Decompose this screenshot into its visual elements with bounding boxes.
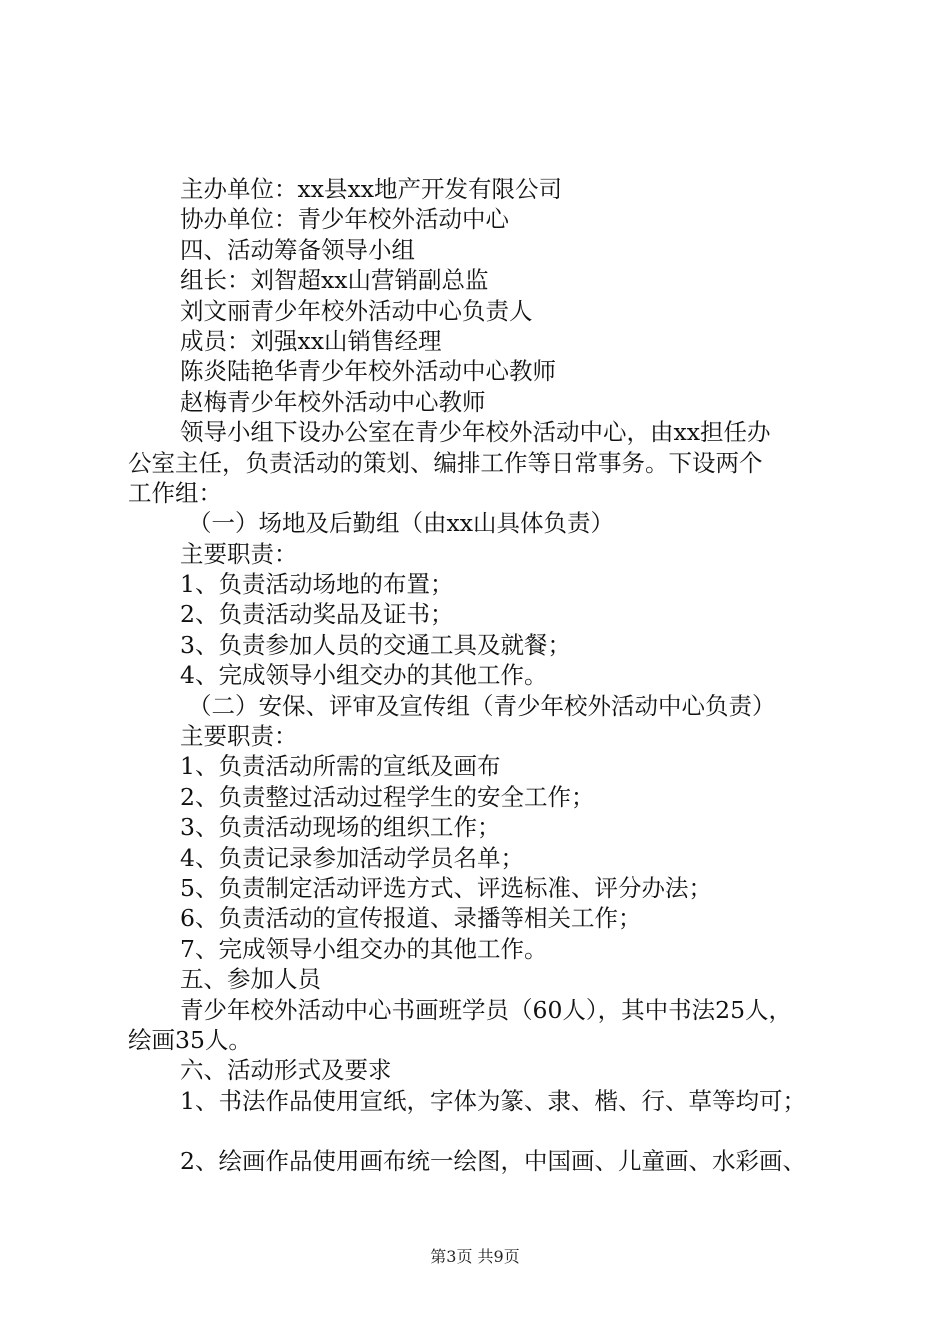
list-item: 5、负责制定活动评选方式、评选标准、评分办法； bbox=[180, 873, 712, 902]
list-item: 3、负责参加人员的交通工具及就餐； bbox=[180, 630, 571, 659]
blank-line bbox=[128, 1116, 854, 1146]
list-item: 7、完成领导小组交办的其他工作。 bbox=[180, 934, 548, 963]
document-body bbox=[128, 174, 854, 1177]
list-item: 2、负责整过活动过程学生的安全工作； bbox=[180, 782, 595, 811]
list-item: 6、负责活动的宣传报道、录播等相关工作； bbox=[180, 904, 642, 933]
text-line: 协办单位：青少年校外活动中心 bbox=[180, 205, 509, 234]
page-footer: 第3页 共9页 bbox=[430, 1247, 520, 1266]
paragraph-line: 绘画35人。 bbox=[128, 1025, 252, 1054]
subsection-heading: （一）场地及后勤组（由xx山具体负责） bbox=[188, 509, 615, 538]
text-line: 主要职责： bbox=[180, 539, 298, 568]
text-line: 主办单位：xx县xx地产开发有限公司 bbox=[180, 175, 563, 203]
text-line: 成员：刘强xx山销售经理 bbox=[180, 326, 442, 355]
paragraph-line: 公室主任，负责活动的策划、编排工作等日常事务。下设两个 bbox=[128, 448, 763, 477]
section-heading: 四、活动筹备领导小组 bbox=[180, 235, 415, 264]
paragraph-line: 工作组： bbox=[128, 478, 222, 507]
list-item: 2、负责活动奖品及证书； bbox=[180, 600, 454, 629]
list-item: 3、负责活动现场的组织工作； bbox=[180, 813, 501, 842]
text-line: 赵梅青少年校外活动中心教师 bbox=[180, 387, 486, 416]
text-line: 组长：刘智超xx山营销副总监 bbox=[180, 266, 489, 295]
subsection-heading: （二）安保、评审及宣传组（青少年校外活动中心负责） bbox=[188, 691, 776, 720]
list-item: 4、完成领导小组交办的其他工作。 bbox=[180, 661, 548, 690]
text-line: 刘文丽青少年校外活动中心负责人 bbox=[180, 296, 533, 325]
list-item: 1、书法作品使用宣纸，字体为篆、隶、楷、行、草等均可； bbox=[180, 1086, 806, 1115]
paragraph-line: 青少年校外活动中心书画班学员（60人），其中书法25人， bbox=[180, 995, 793, 1024]
paragraph-line: 领导小组下设办公室在青少年校外活动中心，由xx担任办 bbox=[180, 418, 771, 447]
text-line: 陈炎陆艳华青少年校外活动中心教师 bbox=[180, 357, 556, 386]
list-item: 1、负责活动所需的宣纸及画布 bbox=[180, 752, 501, 781]
list-item: 4、负责记录参加活动学员名单； bbox=[180, 843, 524, 872]
list-item: 1、负责活动场地的布置； bbox=[180, 570, 454, 599]
section-heading: 五、参加人员 bbox=[180, 965, 321, 994]
list-item: 2、绘画作品使用画布统一绘图，中国画、儿童画、水彩画、 bbox=[180, 1147, 806, 1176]
text-line: 主要职责： bbox=[180, 722, 298, 751]
section-heading: 六、活动形式及要求 bbox=[180, 1056, 392, 1085]
